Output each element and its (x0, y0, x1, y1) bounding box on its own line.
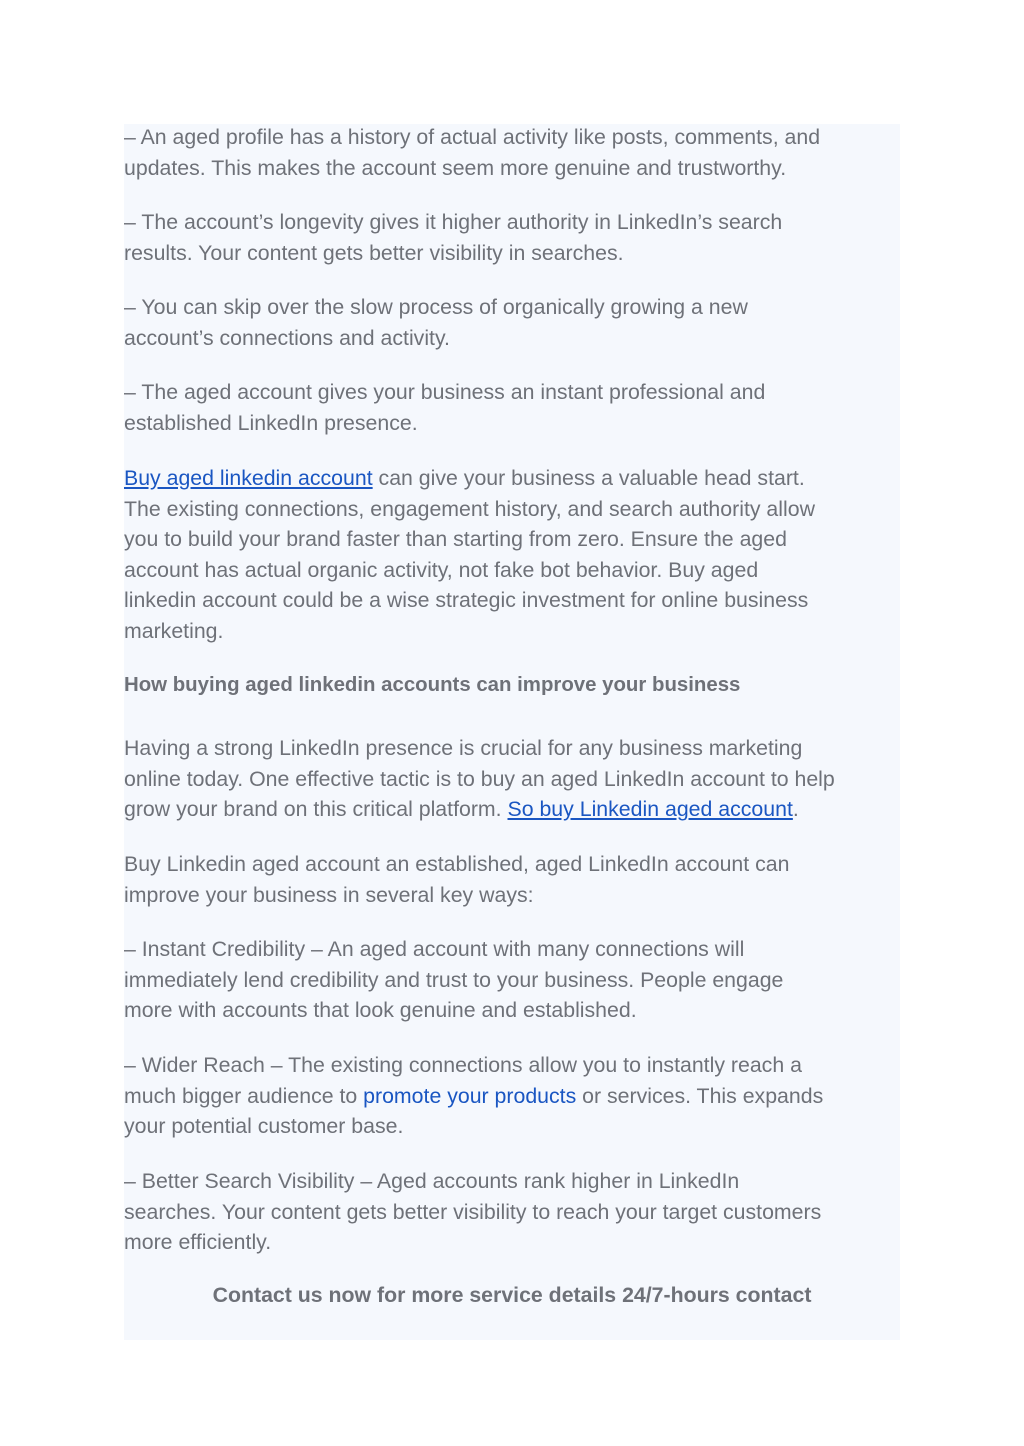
buy-aged-linkedin-account-link[interactable]: Buy aged linkedin account (124, 466, 373, 490)
paragraph-professional-presence: – The aged account gives your business an instant professional and established LinkedIn presence. (124, 380, 766, 435)
paragraph-account-longevity: – The account’s longevity gives it higher authority in LinkedIn’s search results. Your content gets better visibility in searches. (124, 210, 783, 265)
paragraph-wider-reach: – Wider Reach – The existing connections allow you to instantly reach a much bigger audience to promote your products or services. This expands your potential customer base. (124, 1053, 824, 1139)
article-content-panel (124, 124, 900, 1340)
paragraph-search-visibility: – Better Search Visibility – Aged accounts rank higher in LinkedIn searches. Your content gets better visibility to reach your target customers more efficiently. (124, 1169, 822, 1255)
promote-your-products-link[interactable]: promote your products (363, 1083, 577, 1108)
so-buy-linkedin-aged-account-link[interactable]: So buy Linkedin aged account (507, 797, 793, 822)
paragraph-strong-presence: Having a strong LinkedIn presence is crucial for any business marketing online today. One effective tactic is to buy an aged LinkedIn account to help grow your brand on this critical platform. So buy Linkedin aged account. (124, 736, 835, 822)
paragraph-head-start: Buy aged linkedin account can give your business a valuable head start. The existing connections, engagement history, and search authority allow you to build your brand faster than starting from zero. Ensure the aged account has actual organic activity, not fake bot behavior. Buy aged linkedin account could be a wise strategic investment for online business marketing. (124, 466, 815, 643)
paragraph-skip-slow-process: – You can skip over the slow process of organically growing a new account’s connections and activity. (124, 295, 748, 350)
paragraph-instant-credibility: – Instant Credibility – An aged account with many connections will immediately lend credibility and trust to your business. People engage more with accounts that look genuine and established. (124, 937, 784, 1023)
paragraph-aged-profile-history: – An aged profile has a history of actual activity like posts, comments, and updates. This makes the account seem more genuine and trustworthy. (124, 125, 821, 180)
paragraph-key-ways: Buy Linkedin aged account an established, aged LinkedIn account can improve your business in several key ways: (124, 852, 790, 907)
section-heading: How buying aged linkedin accounts can improve your business (124, 674, 741, 696)
contact-call-to-action: Contact us now for more service details 24/7-hours contact (212, 1283, 812, 1307)
